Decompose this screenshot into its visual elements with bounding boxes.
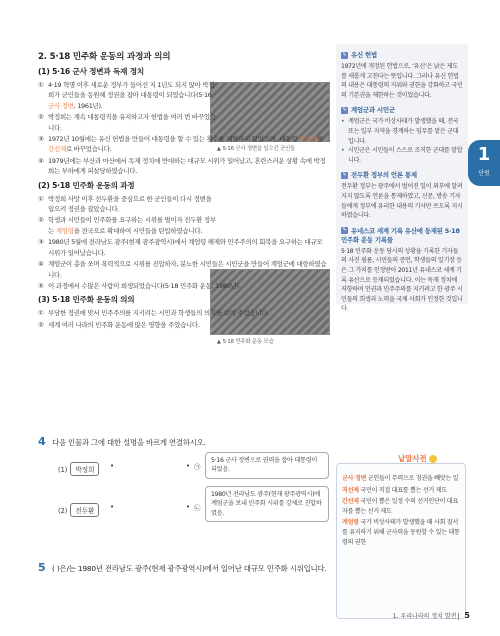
match-left-2: (2) 전두환: [58, 503, 99, 517]
match-right-2: 1980년 전라남도 광주(현재 광주광역시)에 계엄군을 보내 민주화 시위를 강제로 진압하였음.: [205, 486, 329, 522]
sidebar-text: 5·18 민주화 운동 당시의 상황을 기록한 기자들의 사진 필름, 시민들의 증언, 학생들의 일기장 등은 그 가치를 인정받아 2011년 유네스코 세계 기록 유산으로 등재되었습니다. 이는 독재 정치에 저항하며 인권과 민주주의를 지키려고 한 광주 시민들의 희생과 노력을 국제 사회가 인정한 것입니다.: [341, 247, 463, 313]
sidebar-bullet: • 계엄군은 국가 비상사태가 발생했을 때, 전국 또는 일부 지역을 경계하는 임무를 맡은 군대입니다.: [341, 117, 463, 146]
match-right-label: ㉠: [194, 463, 201, 471]
vocab-entry: 군사 정변 군인들이 무력으로 정권을 빼앗는 일: [342, 475, 459, 482]
sidebar-block-yushin: [341, 50, 463, 100]
list-item: ② 박정희는 계속 대통령직을 유지하고자 헌법을 여러 번 바꾸었습니다.: [38, 113, 216, 132]
unit-label: 단원: [478, 170, 490, 177]
triangle-icon: ▲: [217, 146, 221, 152]
sidebar-text: 전두환 정부는 광주에서 벌어진 일이 외부에 알려지지 않도록 언론을 통제하였고, 신문, 방송 기자들에게 정부에 유리한 내용의 기사만 쓰도록 지시하였습니다.: [341, 183, 463, 220]
glossary-sidebar: [336, 44, 468, 313]
vocab-entry: 직선제 국민이 직접 대표를 뽑는 선거 제도: [342, 486, 447, 494]
photo-caption: ▲ 5·16 군사 정변을 일으킨 군인들: [217, 146, 295, 152]
sidebar-title: 전두환 정부의 언론 통제: [351, 171, 417, 180]
section-title: 2. 5·18 민주화 운동의 과정과 의의: [38, 52, 171, 62]
question-5: [38, 556, 334, 575]
main-content: [38, 50, 330, 345]
photo-caption: ▲ 5·18 민주화 운동 모습: [217, 339, 274, 345]
question-number: 4: [38, 435, 46, 448]
match-dot-left-1[interactable]: •: [110, 462, 115, 470]
page-number: 5: [464, 611, 470, 620]
pencil-icon: ✎: [342, 171, 347, 178]
footer-chapter: 1. 우리나라의 정치 발전: [392, 613, 457, 620]
match-left-1: (1) 박정희: [58, 462, 99, 476]
triangle-icon: ▲: [217, 339, 221, 345]
pencil-icon: ✎: [342, 51, 347, 58]
sidebar-bullet: • 시민군은 시민들이 스스로 조직한 군대를 말합니다.: [341, 146, 463, 165]
list-item: ① 부당한 정권에 맞서 민주주의를 지키려는 시민과 학생들의 의지를 보여 주었습니다.: [38, 309, 269, 318]
unit-tab: [468, 140, 500, 186]
subsection-title-1: (1) 5·16 군사 정변과 독재 정치: [38, 67, 144, 76]
sidebar-block-press: [341, 170, 463, 220]
page-footer: [300, 611, 470, 620]
sidebar-text: 1972년에 개정된 헌법으로, ‘유신’은 낡은 제도를 새롭게 고친다는 뜻입니다. 그러나 유신 헌법의 내용은 대통령의 지위와 권한을 강화하고 국민의 기본권을 제한하는 것이었습니다.: [341, 63, 463, 99]
unit-number: 1: [477, 144, 491, 165]
footer-divider: [458, 613, 459, 620]
sidebar-title: 유신 헌법: [351, 51, 377, 59]
list-item: ① 4·19 혁명 이후 새로운 정부가 들어선 지 1년도 되지 않아 박정희가 군인들을 동원해 정권을 잡아 대통령이 되었습니다(5·16 군사 정변, 1961년).: [38, 81, 215, 110]
vocab-entry: 간선제 국민이 뽑은 일정 수의 선거인단이 대표자를 뽑는 선거 제도: [342, 498, 458, 515]
list-item: ④ 계엄군이 총을 쏘며 폭력적으로 시위를 진압하자, 분노한 시민들은 시민군을 만들어 계엄군에 대항하였습니다.: [38, 260, 327, 279]
match-dot-right-2[interactable]: •: [186, 503, 191, 511]
question-prompt: 4 다음 인물과 그에 대한 설명을 바르게 연결하시오.: [38, 435, 206, 448]
match-right-1: 5·16 군사 정변으로 권력을 잡아 대통령이 되었음.: [205, 452, 329, 479]
list-item: ① 박정희 사망 이후 전두환을 중심으로 한 군인들이 다시 정변을 일으켜 정권을 잡았습니다.: [38, 194, 212, 214]
list-item: ③ 1972년 10월에는 유신 헌법을 만들어 대통령을 할 수 있는 횟수를 제한하지 않았으며, 대통령 직선제를 간선제로 바꾸었습니다.: [38, 135, 323, 154]
list-item: ⑤ 이 과정에서 수많은 사람이 희생되었습니다(5·18 민주화 운동, 1980년).: [38, 281, 241, 290]
subsection-title-3: (3) 5·18 민주화 운동의 의의: [38, 295, 135, 305]
sidebar-block-martial: [341, 105, 463, 165]
vocab-title: 낱말사전: [398, 453, 437, 464]
book-icon: [429, 455, 437, 463]
vocab-entry: 계엄령 국가 비상사태가 발생했을 때 사회 질서를 유지하기 위해 군사력을 동원할 수 있는 대통령의 권한: [342, 519, 460, 546]
sidebar-title: 유네스코 세계 기록 유산에 등재된 5·18 민주화 운동 기록물: [341, 226, 460, 244]
subsection-title-2: (2) 5·18 민주화 운동의 과정: [38, 180, 135, 190]
list-item: ② 학생과 시민들이 민주화를 요구하는 시위를 벌이자 전두환 정부는 계엄령을 전국으로 확대하여 시민들을 탄압하였습니다.: [38, 216, 216, 235]
vocab-box: [336, 463, 466, 619]
match-right-label: ㉡: [194, 504, 201, 512]
question-number: 5: [38, 561, 46, 574]
pencil-icon: ✎: [342, 106, 347, 113]
list-item: ④ 1979년에는 부산과 마산에서 독재 정치에 반대하는 대규모 시위가 일어났고, 혼란스러운 상황 속에 박정희는 부하에게 피살당하였습니다.: [38, 156, 326, 176]
question-4: [38, 430, 330, 449]
fill-in-blank-text: ( )은/는 1980년 전라남도 광주(현재 광주광역시)에서 일어난 대규모 민주화 시위입니다.: [52, 564, 327, 573]
match-dot-left-2[interactable]: •: [110, 503, 115, 511]
sidebar-title: 계엄군과 시민군: [351, 106, 395, 115]
match-dot-right-1[interactable]: •: [186, 462, 191, 470]
list-item: ③ 1980년 5월에 전라남도 광주(현재 광주광역시)에서 계엄령 해제와 민주주의의 회복을 요구하는 대규모 시위가 일어났습니다.: [38, 238, 323, 257]
pencil-icon: ✎: [342, 227, 347, 234]
photo-military-coup: [210, 82, 330, 152]
sidebar-block-unesco: [341, 226, 463, 314]
list-item: ② 세계 여러 나라의 민주화 운동에 많은 영향을 주었습니다.: [38, 320, 200, 329]
